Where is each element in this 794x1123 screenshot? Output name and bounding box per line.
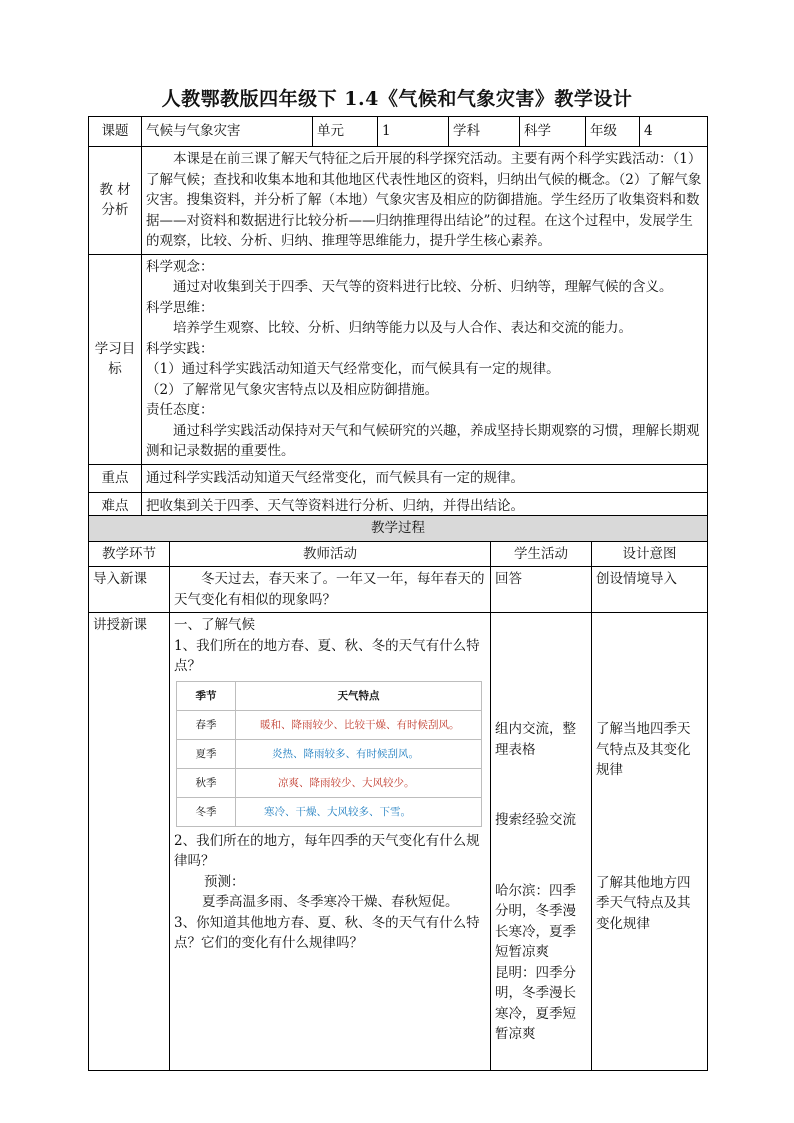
predict-label: 预测： [204, 873, 245, 890]
unit-value: 1 [378, 117, 449, 147]
goal-concept-text: 通过对收集到关于四季、天气等的资料进行比较、分析、归纳等，理解气候的含义。 [173, 279, 673, 295]
analysis-label: 教 材分析 [89, 147, 142, 255]
col-student-header: 学生活动 [491, 541, 592, 567]
season-winter: 冬季 [177, 797, 236, 826]
lecture-stage: 讲授新课 [89, 613, 170, 1071]
season-col-header: 季节 [177, 681, 236, 710]
topic-label: 课题 [89, 117, 142, 147]
feature-col-header: 天气特点 [236, 681, 482, 710]
intent-1: 了解当地四季天气特点及其变化规律 [596, 721, 691, 778]
goals-label: 学习目标 [89, 254, 142, 464]
season-autumn: 秋季 [177, 768, 236, 797]
subject-label: 学科 [449, 117, 520, 147]
season-spring: 春季 [177, 710, 236, 739]
student-activity-harbin: 哈尔滨：四季分明，冬季漫长寒冷，夏季短暂凉爽 [495, 882, 576, 960]
predict-text: 夏季高温多雨、冬季寒冷干燥、春秋短促。 [202, 894, 459, 910]
lecture-student [491, 613, 592, 1071]
page-title: 人教鄂教版四年级下 1.4《气候和气象灾害》教学设计 [161, 88, 633, 110]
key-text: 通过科学实践活动知道天气经常变化，而气候具有一定的规律。 [142, 464, 708, 492]
col-intent-header: 设计意图 [592, 541, 708, 567]
feature-summer: 炎热、降雨较多、有时候刮风。 [236, 739, 482, 768]
feature-autumn: 凉爽、降雨较少、大风较少。 [236, 768, 482, 797]
teaching-process-table [88, 515, 708, 1071]
process-header: 教学过程 [89, 516, 708, 542]
question-3: 3、你知道其他地方春、夏、秋、冬的天气有什么特点？它们的变化有什么规律吗？ [174, 914, 480, 951]
lesson-info-table [88, 116, 708, 521]
intro-stage: 导入新课 [89, 567, 170, 613]
student-activity-1: 组内交流，整理表格 [495, 721, 576, 758]
goal-thinking-text: 培养学生观察、比较、分析、归纳等能力以及与人合作、表达和交流的能力。 [173, 320, 632, 336]
student-activity-kunming: 昆明：四季分明，冬季漫长寒冷，夏季短暂凉爽 [495, 964, 576, 1042]
goal-attitude-text: 通过科学实践活动保持对天气和气候研究的兴趣，养成坚持长期观察的习惯，理解长期观测和记录数据的重要性。 [146, 422, 700, 459]
feature-spring: 暖和、降雨较少、比较干燥、有时候刮风。 [236, 710, 482, 739]
goal-concept-heading: 科学观念： [146, 258, 214, 275]
goals-cell [142, 254, 708, 464]
intro-student: 回答 [491, 567, 592, 613]
season-weather-table [176, 681, 482, 827]
goal-practice-2: （2）了解常见气象灾害特点以及相应防御措施。 [146, 381, 439, 398]
section-understand-climate: 一、了解气候 [174, 617, 255, 633]
goal-thinking-heading: 科学思维： [146, 299, 214, 316]
difficulty-text: 把收集到关于四季、天气等资料进行分析、归纳，并得出结论。 [142, 492, 708, 520]
difficulty-label: 难点 [89, 492, 142, 520]
intro-intent: 创设情境导入 [592, 567, 708, 613]
intent-2: 了解其他地方四季天气特点及其变化规律 [596, 874, 691, 932]
question-1: 1、我们所在的地方春、夏、秋、冬的天气有什么特点？ [174, 637, 480, 674]
unit-label: 单元 [313, 117, 378, 147]
grade-value: 4 [640, 117, 708, 147]
subject-value: 科学 [520, 117, 586, 147]
student-activity-2: 搜索经验交流 [495, 812, 576, 828]
col-stage-header: 教学环节 [89, 541, 170, 567]
goal-practice-heading: 科学实践： [146, 340, 214, 357]
intro-teacher: 冬天过去，春天来了。一年又一年，每年春天的天气变化有相似的现象吗？ [170, 567, 491, 613]
key-label: 重点 [89, 464, 142, 492]
grade-label: 年级 [586, 117, 640, 147]
season-summer: 夏季 [177, 739, 236, 768]
lecture-intent [592, 613, 708, 1071]
topic-value: 气候与气象灾害 [142, 117, 313, 147]
col-teacher-header: 教师活动 [170, 541, 491, 567]
lecture-teacher [170, 613, 491, 1071]
question-2: 2、我们所在的地方，每年四季的天气变化有什么规律吗？ [174, 832, 480, 869]
goal-attitude-heading: 责任态度： [146, 402, 214, 418]
analysis-text: 本课是在前三课了解天气特征之后开展的科学探究活动。主要有两个科学实践活动：（1）了解气候；查找和收集本地和其他地区代表性地区的资料，归纳出气候的概念。（2）了解气象灾害。搜集资料，并分析了解（本地）气象灾害及相应的防御措施。学生经历了收集资料和数据——对资料和数据进行比较分析——归纳推理得出结论”的过程。在这个过程中，发展学生的观察，比较、分析、归纳、推理等思维能力，提升学生核心素养。 [142, 147, 708, 255]
goal-practice-1: （1）通过科学实践活动知道天气经常变化，而气候具有一定的规律。 [146, 361, 560, 377]
feature-winter: 寒冷、干燥、大风较多、下雪。 [236, 797, 482, 826]
